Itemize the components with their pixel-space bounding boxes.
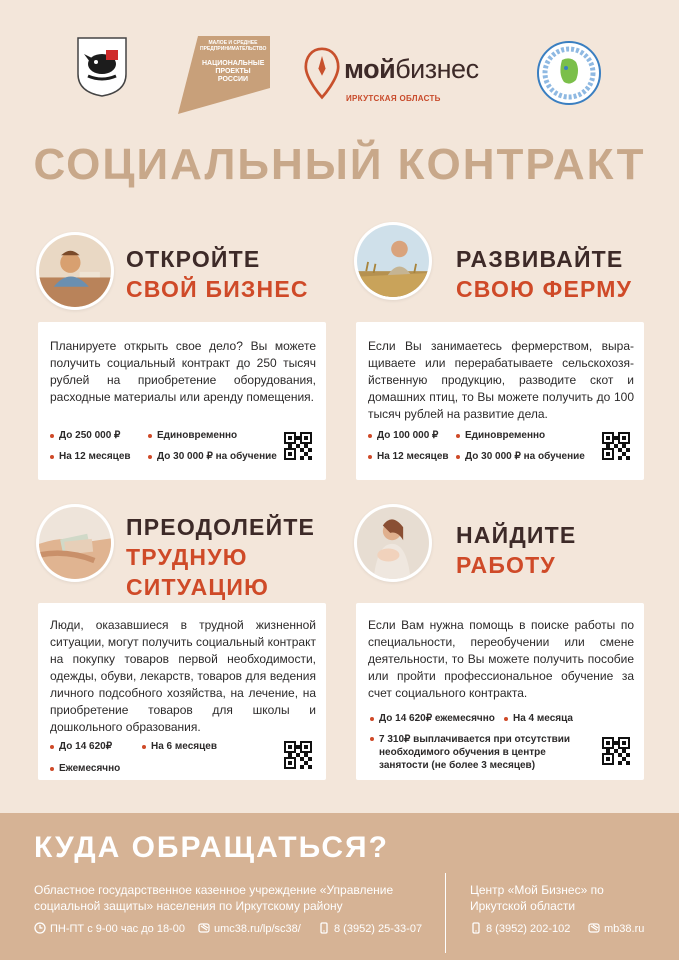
list-item: На 12 месяцев xyxy=(368,451,449,462)
farm-description: Если Вы занимаетесь фермерством, выращиваете или перерабатываете сельскохозяйственную продукцию, разводите скот и домашних птиц, то Вы можете получить до 100 тысяч рублей на развитие дела. xyxy=(368,339,634,421)
business-card xyxy=(38,322,326,480)
moi-biznes-logo: мойбизнес ИРКУТСКАЯ ОБЛАСТЬ xyxy=(302,44,502,114)
list-item: До 14 620₽ ежемесячно xyxy=(370,713,495,724)
site-link-right[interactable]: mb38.ru xyxy=(588,922,644,935)
phone-icon xyxy=(318,922,330,934)
hardship-photo xyxy=(36,504,114,582)
list-item: Единовременно xyxy=(148,430,237,441)
national-projects-logo: МАЛОЕ И СРЕДНЕЕ ПРЕДПРИНИМАТЕЛЬСТВО НАЦИОНАЛЬНЫЕ ПРОЕКТЫ РОССИИ xyxy=(178,36,270,116)
site-link-left[interactable]: umc38.ru/lp/sc38/ xyxy=(198,922,301,935)
logo-row xyxy=(0,30,679,120)
job-card xyxy=(356,603,644,780)
job-bullets xyxy=(370,713,600,775)
job-heading: НАЙДИТЕ РАБОТУ xyxy=(456,522,577,578)
hardship-card xyxy=(38,603,326,780)
phone-icon xyxy=(470,922,482,934)
coat-of-arms-icon xyxy=(76,36,128,98)
web-icon xyxy=(198,922,210,934)
list-item: До 250 000 ₽ xyxy=(50,430,120,441)
qr-code-icon[interactable] xyxy=(602,432,630,460)
footer-title: КУДА ОБРАЩАТЬСЯ? xyxy=(34,831,389,864)
qr-code-icon[interactable] xyxy=(284,432,312,460)
farm-bullets xyxy=(368,430,598,470)
farm-heading: РАЗВИВАЙТЕ СВОЮ ФЕРМУ xyxy=(456,246,633,302)
list-item: До 30 000 ₽ на обучение xyxy=(456,451,585,462)
list-item: До 100 000 ₽ xyxy=(368,430,438,441)
footer-divider xyxy=(445,873,446,953)
footer-center-name: Центр «Мой Бизнес» по Иркутской области xyxy=(470,883,604,913)
social-protection-emblem xyxy=(536,40,602,106)
hardship-heading: ПРЕОДОЛЕЙТЕ ТРУДНУЮ СИТУАЦИЮ xyxy=(126,514,316,600)
list-item: На 6 месяцев xyxy=(142,741,217,752)
footer-org-name: Областное государственное казенное учреждение «Управление социальной защиты» населения по Иркутскому району xyxy=(34,883,394,913)
list-item: До 14 620₽ xyxy=(50,741,112,752)
page-title: СОЦИАЛЬНЫЙ КОНТРАКТ xyxy=(33,140,646,189)
hardship-bullets xyxy=(50,741,280,777)
list-item: Единовременно xyxy=(456,430,545,441)
list-item: До 30 000 ₽ на обучение xyxy=(148,451,277,462)
business-photo xyxy=(36,232,114,310)
phone-left[interactable]: 8 (3952) 25-33-07 xyxy=(318,922,422,935)
clock-icon xyxy=(34,922,46,934)
farm-card xyxy=(356,322,644,480)
list-item: Ежемесячно xyxy=(50,763,120,774)
map-pin-icon xyxy=(304,46,340,102)
list-item: 7 310₽ выплачивается при отсутствии необходимого обучения в центре занятости (не более 3 месяцев) xyxy=(370,733,570,772)
job-description: Если Вам нужна помощь в поиске работы по специальности, переобучении или смене деятельности, то Вы можете получить пособие или пройти профессиональное обучение за счет социального контракта. xyxy=(368,618,634,700)
hours: ПН-ПТ с 9-00 час до 18-00 xyxy=(34,922,185,935)
business-description: Планируете открыть свое дело? Вы можете получить социальный контракт до 250 тысяч рублей на приобретение оборудования, расходные материалы или аренду помещения. xyxy=(50,339,316,404)
web-icon xyxy=(588,922,600,934)
list-item: На 4 месяца xyxy=(504,713,573,724)
qr-code-icon[interactable] xyxy=(284,741,312,769)
footer xyxy=(0,813,679,960)
business-heading: ОТКРОЙТЕ СВОЙ БИЗНЕС xyxy=(126,246,309,302)
farm-photo xyxy=(354,222,432,300)
phone-right[interactable]: 8 (3952) 202-102 xyxy=(470,922,570,935)
qr-code-icon[interactable] xyxy=(602,737,630,765)
hardship-description: Люди, оказавшиеся в трудной жизненной ситуации, могут получить социальный контракт на покупку товаров первой необходимости, одежды, обуви, лекарств, товаров для ведения личного подсобного хозяйства, на лечение, на приобретение товаров для школы и дошкольного образования. xyxy=(50,618,316,734)
job-photo xyxy=(354,504,432,582)
list-item: На 12 месяцев xyxy=(50,451,131,462)
business-bullets xyxy=(50,430,280,470)
